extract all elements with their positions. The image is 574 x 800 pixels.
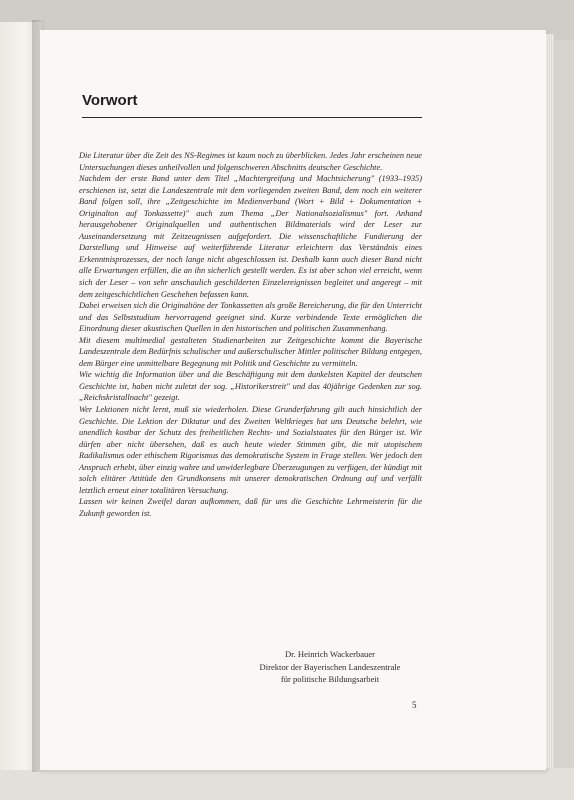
paragraph: Nachdem der erste Band unter dem Titel „Machtergreifung und Machtsicherung" (1933–1935) erschienen ist, setzt die Landeszentrale mit dem vorliegenden zweiten Band, dem noch ein weiterer Band folgen soll, ihre „Zeitgeschichte im Medienverbund (Wort + Bild + Dokumentation + Originalton auf Tonkassette)" auch zum Thema „Der Nationalsozialismus" fort. Anhand herausgehobener Originalquellen und authentischen Bildmaterials wird der Leser zur Auseinandersetzung mit Zeitzeugnissen aufgefordert. Die wissenschaftliche Fundierung der Darstellung und Hinweise auf weiterführende Literatur erleichtern das Verständnis eines Erkenntnisprozesses, der noch lange nicht abgeschlossen ist. Deshalb kann auch dieser Band nicht alle Erwartungen erfüllen, die an ihn sicherlich gestellt werden. Es ist aber schon viel erreicht, wenn sich der Leser – von sehr anschaulich geschilderten Einzelereignissen begleitet und angeregt – mit dem zeitgeschichtlichen Geschehen befassen kann. bbox=[79, 174, 422, 299]
paragraph: Wie wichtig die Information über und die Beschäftigung mit dem dunkelsten Kapitel der deutschen Geschichte ist, haben nicht zuletzt der sog. „Historikerstreit" und das 40jährige Gedenken zur sog. „Reichskristallnacht" gezeigt. bbox=[79, 370, 422, 403]
signature-name: Dr. Heinrich Wackerbauer bbox=[284, 649, 376, 659]
signature-title: für politische Bildungsarbeit bbox=[280, 674, 380, 684]
signature-title: Direktor der Bayerischen Landeszentrale bbox=[259, 661, 401, 672]
paragraph: Mit diesem multimedial gestalteten Studienarbeiten zur Zeitgeschichte kommt die Bayerische Landeszentrale dem Bedürfnis schulischer und außerschulischer Mittler politischer Bildung entgegen, dem Bürger eine unmittelbare Begegnung mit Politik und Geschichte zu vermitteln. bbox=[79, 335, 422, 368]
signature-block bbox=[230, 648, 430, 686]
page-stack-edge bbox=[546, 34, 554, 768]
paragraph: Die Literatur über die Zeit des NS-Regimes ist kaum noch zu überblicken. Jedes Jahr erscheinen neue Untersuchungen dieses unheilvollen und folgenschweren Abschnitts deutscher Geschichte. bbox=[79, 151, 422, 172]
paragraph: Wer Lektionen nicht lernt, muß sie wiederholen. Diese Grunderfahrung gilt auch hinsichtlich der Geschichte. Die Lektion der Diktatur und des Zweiten Weltkrieges hat uns Deutsche belehrt, wie unendlich kostbar der Schutz des freiheitlichen Rechts- und Sozialstaates für den Bürger ist. Wir dürfen aber nicht übersehen, daß es auch heute wieder Stimmen gibt, die mit utopischem Radikalismus oder ethischem Rigorismus das demokratische System in Frage stellen. Wer jedoch den Anspruch erhebt, über einzig wahre und unwiderlegbare Überzeugungen zu verfügen, der kündigt mit solch elitärer Attitüde den Grundkonsens mit unserer demokratischen Ordnung auf und verfällt letztlich erneut einer totalitären Versuchung. bbox=[79, 405, 422, 495]
page-heading: Vorwort bbox=[82, 92, 138, 109]
paragraph: Dabei erweisen sich die Originaltöne der Tonkassetten als große Bereicherung, die für den Unterricht und das Selbststudium hervorragend geeignet sind. Kurze verbindende Texte ermöglichen die Einordnung dieser akustischen Quellen in den historischen und politischen Zusammenhang. bbox=[79, 301, 422, 334]
background-table bbox=[0, 768, 574, 800]
foreword-text bbox=[79, 150, 422, 520]
heading-rule bbox=[82, 117, 422, 118]
page-number: 5 bbox=[412, 700, 417, 710]
paragraph: Lassen wir keinen Zweifel daran aufkommen, daß für uns die Geschichte Lehrmeisterin für die Zukunft geworden ist. bbox=[79, 497, 422, 518]
